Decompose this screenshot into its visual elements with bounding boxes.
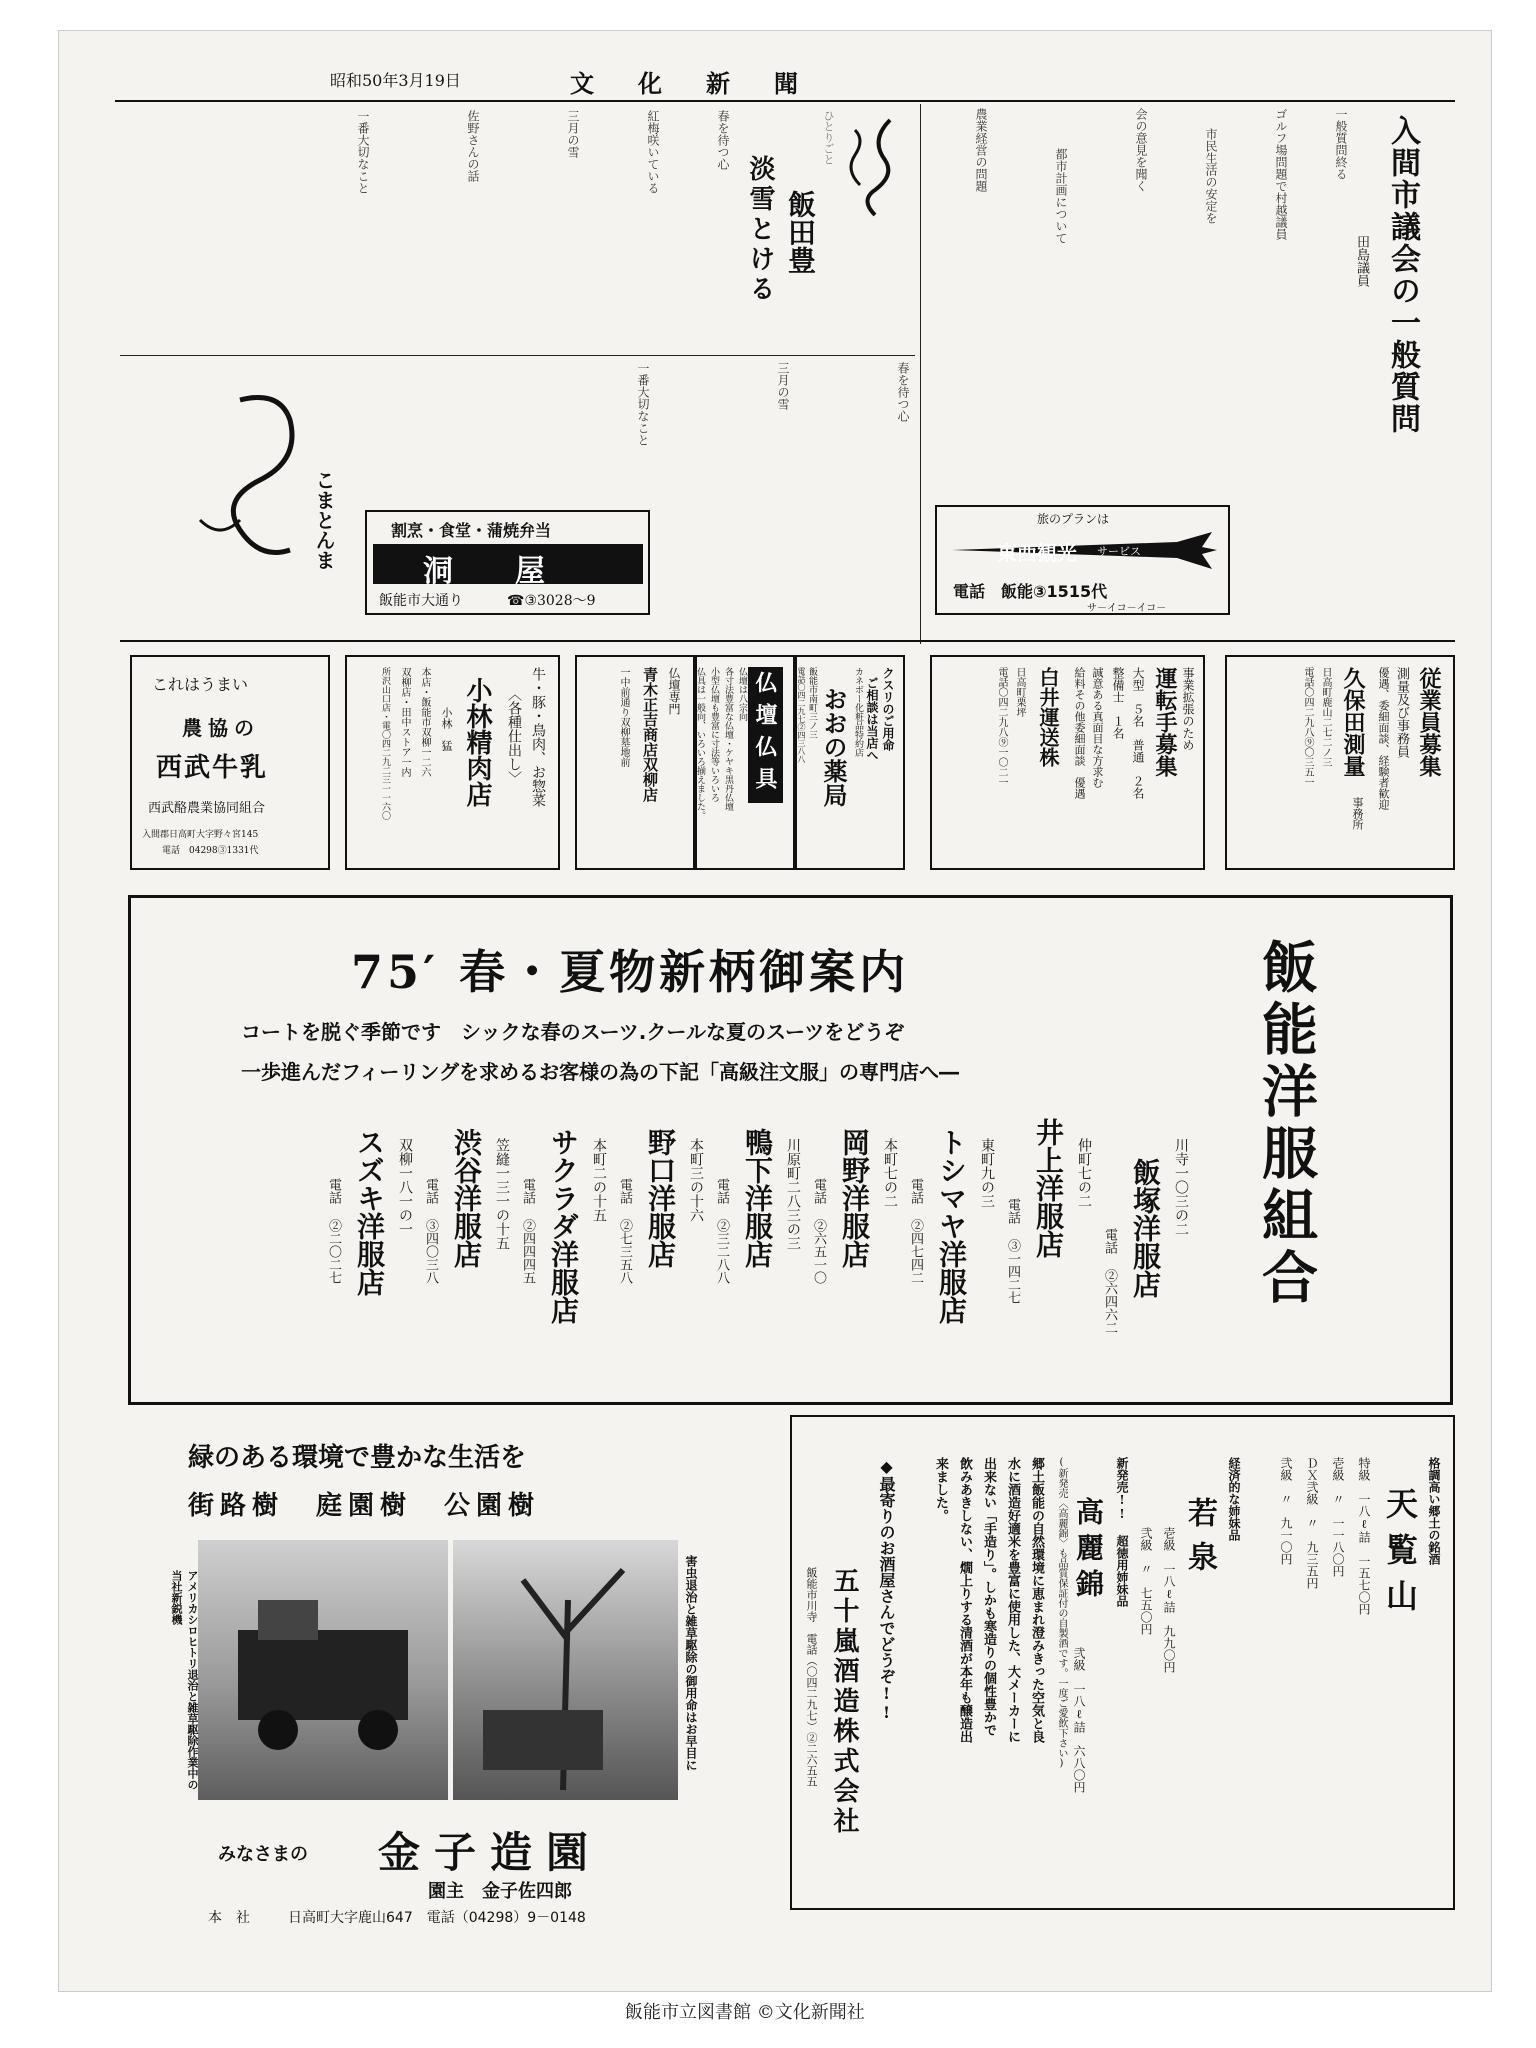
ad-altar-line2: 各寸法豊富な仏壇・ケヤキ黒丹仏壇 <box>723 667 733 811</box>
ad-transport-title: 運転手募集 <box>1152 667 1178 777</box>
tailor-shop-addr: 笠縫一三一の十五 <box>494 1138 510 1250</box>
sake-closing: ◆最寄りのお酒屋さんでどうぞ!! <box>877 1457 896 1722</box>
ad-survey-phone: 電話〇四二九八⑨〇三五一 <box>1302 667 1313 787</box>
tailor-shop-addr: 東町九の三 <box>979 1138 995 1208</box>
sake-brand2: 若泉 <box>1182 1497 1217 1585</box>
ad-meat-name: 小林精肉店 <box>462 677 492 807</box>
tree-photo-icon <box>453 1540 678 1800</box>
sake-grade-row <box>1278 1457 1295 1565</box>
column-text-3: 三月の雪 <box>566 110 580 158</box>
tailor-shop-name: 鴨下洋服店 <box>741 1128 774 1268</box>
article-text-4: 会の意見を聞く <box>1134 108 1148 192</box>
ad-altar-line4: 仏具は一般向、いろいろ揃えました。 <box>695 667 705 820</box>
sake-size: 一八ℓ詰 <box>1162 1563 1176 1613</box>
ad-meat <box>345 655 560 870</box>
sake-size: 〃 <box>1139 1563 1153 1575</box>
ad-garden <box>128 1415 768 1926</box>
masthead <box>330 64 970 98</box>
tailor-shop-name: 渋谷洋服店 <box>450 1128 483 1268</box>
ad-restaurant-address: 飯能市大通り <box>379 593 463 609</box>
ad-altar-shop <box>575 655 695 870</box>
tailor-shop-1 <box>1100 1138 1191 1334</box>
tailor-shop-tel: 電話 ②三二八八 <box>714 1178 729 1284</box>
sake-size: 一八ℓ詰 <box>1357 1493 1371 1543</box>
mid-rule <box>120 640 1455 642</box>
sake-price: 九三五円 <box>1305 1541 1319 1589</box>
sake-brand3: 高麗錦 <box>1072 1497 1105 1605</box>
ad-milk-line2: 西武牛乳 <box>156 753 269 783</box>
ad-restaurant-name: 洞 屋 <box>423 554 561 589</box>
ad-altar-shop-name: 青木正吉商店双柳店 <box>641 667 659 802</box>
ad-transport-line2: 大型 ５名 普通 ２名 <box>1131 667 1145 799</box>
ad-restaurant-line1: 割烹・食堂・蒲焼弁当 <box>391 521 552 540</box>
tailor-shop-name: 野口洋服店 <box>644 1128 677 1268</box>
ad-drug-name: おおの薬局 <box>819 687 848 807</box>
tailor-shop-3 <box>906 1128 997 1324</box>
ad-altar-shop-address: 一中前通り双柳墓地前 <box>618 667 629 767</box>
article-text-3: 市民生活の安定を <box>1204 128 1218 224</box>
ad-restaurant-phone: ☎③3028～9 <box>507 593 596 609</box>
masthead-rule <box>115 100 1455 102</box>
ad-altar-line1: 仏壇は八宗向 <box>737 667 747 721</box>
ad-transport-phone: 電話〇四二九八⑨一〇二一 <box>996 667 1007 787</box>
ad-drug-line1: クスリのご用命 <box>881 667 895 751</box>
article-text-5: 都市計画について <box>1054 148 1068 244</box>
garden-caption-1: アメリカシロヒトリ退治と雑草駆除作業中の当社新鋭機 <box>170 1570 199 1790</box>
ad-transport-line5: 給料その他委細面談 優遇 <box>1073 667 1086 799</box>
column-body <box>120 110 730 350</box>
article-text-2: ゴルフ場問題で村越議員 <box>1274 108 1288 240</box>
garden-headline: 緑のある環境で豊かな生活を <box>188 1443 527 1473</box>
sake-grade: 壱級 <box>1331 1457 1345 1481</box>
sake-grade-row <box>1330 1457 1347 1577</box>
ad-milk-address: 入間郡日高町大字野々宮145 <box>142 830 259 840</box>
ad-meat-addr1: 本店・飯能市双柳一二六 <box>419 667 430 777</box>
tailor-shop-7 <box>518 1128 609 1324</box>
sake-grade: ＤＸ弐級 <box>1305 1457 1319 1505</box>
ad-sake <box>790 1415 1455 1910</box>
sake-size: 〃 <box>1305 1517 1319 1529</box>
tailor-shop-name: 岡野洋服店 <box>838 1128 871 1268</box>
ad-milk <box>130 655 330 870</box>
truck-photo-icon <box>198 1540 448 1800</box>
ad-drug-address: 飯能市南町三ノ三 <box>807 667 817 739</box>
ad-meat-addr3: 所沢山口店・電〇四二九二三一一六〇 <box>380 667 390 820</box>
column-text-4: 佐野さんの話 <box>466 110 480 182</box>
tailor-shop-addr: 川原町二八三の三 <box>785 1138 801 1250</box>
sake-grade: 弐級 <box>1139 1527 1153 1551</box>
sake-grade: 壱級 <box>1162 1527 1176 1551</box>
ad-travel-service: サービス <box>1097 545 1141 558</box>
garden-owner: 園主 金子佐四郎 <box>428 1881 572 1902</box>
garden-trees: 街路樹 庭園樹 公園樹 <box>188 1491 541 1521</box>
tailor-shop-addr: 本町三の十六 <box>688 1138 704 1222</box>
article-headline-sub: 田島議員 <box>1354 235 1369 287</box>
column-art-2 <box>180 380 350 620</box>
column-body-lower <box>400 362 910 502</box>
tailor-shop-tel: 電話 ②六四六二 <box>1102 1228 1117 1334</box>
tailor-shop-addr: 本町二の十五 <box>591 1138 607 1222</box>
garden-address: 日高町大字鹿山647 電話（04298）9－0148 <box>288 1910 586 1926</box>
ad-transport-line4: 誠意ある真面目な方求む <box>1091 667 1104 788</box>
ad-drug-line3: カネボー化粧品特約店 <box>853 667 863 757</box>
tailor-headline: 75′ 春・夏物新柄御案内 <box>351 945 910 999</box>
ad-meat-addr2: 双柳店・田中ストア一内 <box>399 667 410 777</box>
airplane-icon <box>947 527 1222 573</box>
article-text-6: 農業経営の問題 <box>974 108 988 192</box>
column-rule <box>120 355 915 356</box>
ad-transport-line1: 事業拡張のため <box>1181 667 1195 751</box>
ad-transport <box>930 655 1205 870</box>
article-body <box>930 108 1348 498</box>
ad-altar <box>695 655 795 870</box>
ad-transport-line3: 整備士 １名 <box>1111 667 1125 739</box>
tailor-shop-tel: 電話 ②二〇二七 <box>326 1178 341 1284</box>
column-subtitle: 淡雪とける <box>745 155 775 305</box>
sake-price: 一一八〇円 <box>1331 1517 1345 1577</box>
tailor-shop-name: 飯塚洋服店 <box>1129 1158 1162 1298</box>
sake-address: 飯能市川寺 電話（〇四二九七）②二六五五 <box>805 1567 818 1787</box>
tailor-sub2: 一歩進んだフィーリングを求めるお客様の為の下記「高級注文服」の専門店へ― <box>241 1060 959 1084</box>
sake-grade: 特級 <box>1357 1457 1371 1481</box>
sake-price: 九一〇円 <box>1279 1517 1293 1565</box>
garden-photo-1 <box>198 1540 448 1800</box>
ad-survey-title: 従業員募集 <box>1416 667 1442 777</box>
footer-credit: 飯能市立図書館 ©文化新聞社 <box>625 2002 865 2023</box>
ad-milk-org: 西武酪農業協同組合 <box>148 801 266 816</box>
ad-drug-line2: ご相談は当店へ <box>865 677 879 761</box>
ad-altar-shop-line1: 仏壇専門 <box>667 667 681 715</box>
tailor-shop-name: サクラダ洋服店 <box>547 1128 580 1324</box>
column-text-lower-1: 春を待つ心 <box>896 362 910 422</box>
ad-survey-name: 久保田測量 <box>1340 667 1366 777</box>
ad-drug-phone: 電話〇四二九七②四三八八 <box>797 667 806 763</box>
ad-travel-phone-kana: サ－イコ－イコ－ <box>1087 603 1167 614</box>
tailor-sub1: コートを脱ぐ季節です シックな春のスーツ.クールな夏のスーツをどうぞ <box>241 1020 905 1044</box>
ad-survey-address: 日高町鹿山二七二ノ三 <box>1320 667 1331 767</box>
ad-tailor-union <box>128 895 1453 1405</box>
tailor-shop-tel: 電話 ③一四二七 <box>1005 1198 1020 1304</box>
tailor-shop-tel: 電話 ②七三五八 <box>617 1178 632 1284</box>
ad-restaurant-name-bar <box>373 544 643 589</box>
sake-tag1: 格調高い郷土の銘酒 <box>1427 1457 1441 1565</box>
column-title-text: ひとりごと <box>822 110 835 165</box>
ad-transport-address: 日高町栗坪 <box>1014 667 1025 717</box>
ad-milk-phone: 電話 04298③1331代 <box>162 846 259 856</box>
ad-altar-line3: 小型仏壇も豊富に寸法等いろいろ <box>709 667 719 802</box>
ad-travel-tagline: 旅のプランは <box>1037 512 1110 526</box>
tailor-union-name: 飯能洋服組合 <box>1253 938 1319 1310</box>
tailor-shop-6 <box>615 1128 706 1284</box>
ad-travel-phone: 電話 飯能③1515代 <box>953 582 1108 601</box>
sake-brand1: 天覧山 <box>1381 1487 1419 1625</box>
tailor-shop-addr: 本町七の二 <box>882 1138 898 1208</box>
ad-milk-line1: 農協の <box>182 716 260 740</box>
tailor-shop-addr: 双柳一八一の一 <box>397 1138 413 1236</box>
sake-price: 六八〇円 <box>1072 1745 1086 1793</box>
column-author: 飯田豊 <box>784 190 817 274</box>
sake-size: 一八ℓ詰 <box>1072 1683 1086 1733</box>
tailor-shop-addr: 川寺一〇三の二 <box>1173 1138 1189 1236</box>
masthead-date: 昭和50年3月19日 <box>330 71 461 90</box>
sake-copy: 郷土飯能の自然環境に恵まれ澄みきった空気と良水に酒造好適米を豊富に使用した、大メーカーに出来ない「手造り」。しかも寒造りの個性豊かで飲みあきしない、燗上りする清酒が本年も醸造出来ました。 <box>933 1457 1044 1743</box>
ad-survey-line2: 優遇、委細面談、経験者歓迎 <box>1377 667 1390 810</box>
tailor-shop-5 <box>712 1128 803 1284</box>
ad-travel <box>935 505 1230 615</box>
tailor-shop-4 <box>809 1128 900 1284</box>
sake-grade-row <box>1161 1527 1178 1673</box>
ad-drugstore <box>795 655 905 870</box>
ad-survey <box>1225 655 1455 870</box>
sake-grade-row <box>1304 1457 1321 1589</box>
garden-address-label: 本 社 <box>208 1910 250 1926</box>
tailor-shop-tel: 電話 ②六五一〇 <box>811 1178 826 1284</box>
ad-altar-title: 仏壇仏具 <box>748 667 783 803</box>
sake-company: 五十嵐酒造株式会社 <box>829 1567 859 1837</box>
masthead-title: 文 化 新 聞 <box>570 69 808 98</box>
column-text-1: 春を待つ心 <box>716 110 730 170</box>
ad-meat-line2: 〈各種仕出し〉 <box>506 687 522 785</box>
sake-grade: 弐級 <box>1072 1647 1086 1671</box>
tailor-shop-tel: 電話 ②四七四二 <box>908 1178 923 1284</box>
ad-meat-line1: 牛・豚・鳥肉、お惣菜 <box>530 667 546 807</box>
sake-brand3-note: (新発売〈高麗錦〉も品質保証付の自製酒です。一度ご愛飲下さい) <box>1056 1457 1067 1769</box>
sake-tag3: 新発売!! 超徳用姉妹品 <box>1115 1457 1129 1607</box>
garden-lead: みなさまの <box>218 1844 308 1865</box>
column-text-lower-2: 三月の雪 <box>776 362 790 410</box>
column-text-lower-3: 一番大切なこと <box>636 362 650 446</box>
garden-photo-2 <box>453 1540 678 1800</box>
tailor-shop-name: トシマヤ洋服店 <box>935 1128 968 1324</box>
tailor-shop-tel: 電話 ③四〇三八 <box>423 1178 438 1284</box>
sake-grade-row <box>1356 1457 1373 1615</box>
ad-milk-tag: これはうまい <box>152 675 249 694</box>
tailor-shop-name: 井上洋服店 <box>1032 1118 1065 1258</box>
column-text-2: 紅梅咲いている <box>646 110 660 194</box>
sake-price: 七五〇円 <box>1139 1587 1153 1635</box>
sake-grades1 <box>1263 1457 1373 1757</box>
ad-transport-name: 白井運送株 <box>1036 667 1060 767</box>
sake-price: 九九〇円 <box>1162 1625 1176 1673</box>
article-text-1: 一般質問終る <box>1334 108 1348 180</box>
tailor-shop-list <box>311 1118 1191 1388</box>
tailor-shop-addr: 仲町七の二 <box>1076 1138 1092 1208</box>
garden-caption-2: 害虫退治と雑草駆除の御用命はお早目に <box>684 1555 698 1771</box>
sake-grade: 弐級 <box>1279 1457 1293 1481</box>
tailor-shop-tel: 電話 ②四四四五 <box>520 1178 535 1284</box>
ad-survey-line1: 測量及び事務員 <box>1394 667 1409 758</box>
sake-grade-row <box>1138 1527 1155 1635</box>
ad-survey-office: 事務所 <box>1351 797 1364 830</box>
sake-grade-row <box>1071 1647 1088 1793</box>
tailor-shop-8 <box>421 1128 512 1284</box>
column-art-text: こまとんま <box>312 470 336 570</box>
sake-size: 〃 <box>1331 1493 1345 1505</box>
column-divider <box>920 104 921 644</box>
tailor-shop-2 <box>1003 1118 1094 1304</box>
sake-price: 一五七〇円 <box>1357 1555 1371 1615</box>
sake-size: 〃 <box>1279 1493 1293 1505</box>
tailor-shop-name: スズキ洋服店 <box>353 1128 386 1296</box>
sake-tag2: 経済的な姉妹品 <box>1227 1457 1241 1541</box>
ad-meat-owner: 小林 猛 <box>440 707 453 751</box>
garden-name: 金子造園 <box>378 1828 603 1877</box>
tailor-shop-9 <box>324 1128 415 1296</box>
ad-restaurant <box>365 510 650 615</box>
article-headline: 入間市議会の一般質問 <box>1385 115 1420 435</box>
ad-travel-name: 東西観光 <box>997 541 1077 565</box>
column-text-5: 一番大切なこと <box>356 110 370 194</box>
column-title-art <box>820 110 910 230</box>
